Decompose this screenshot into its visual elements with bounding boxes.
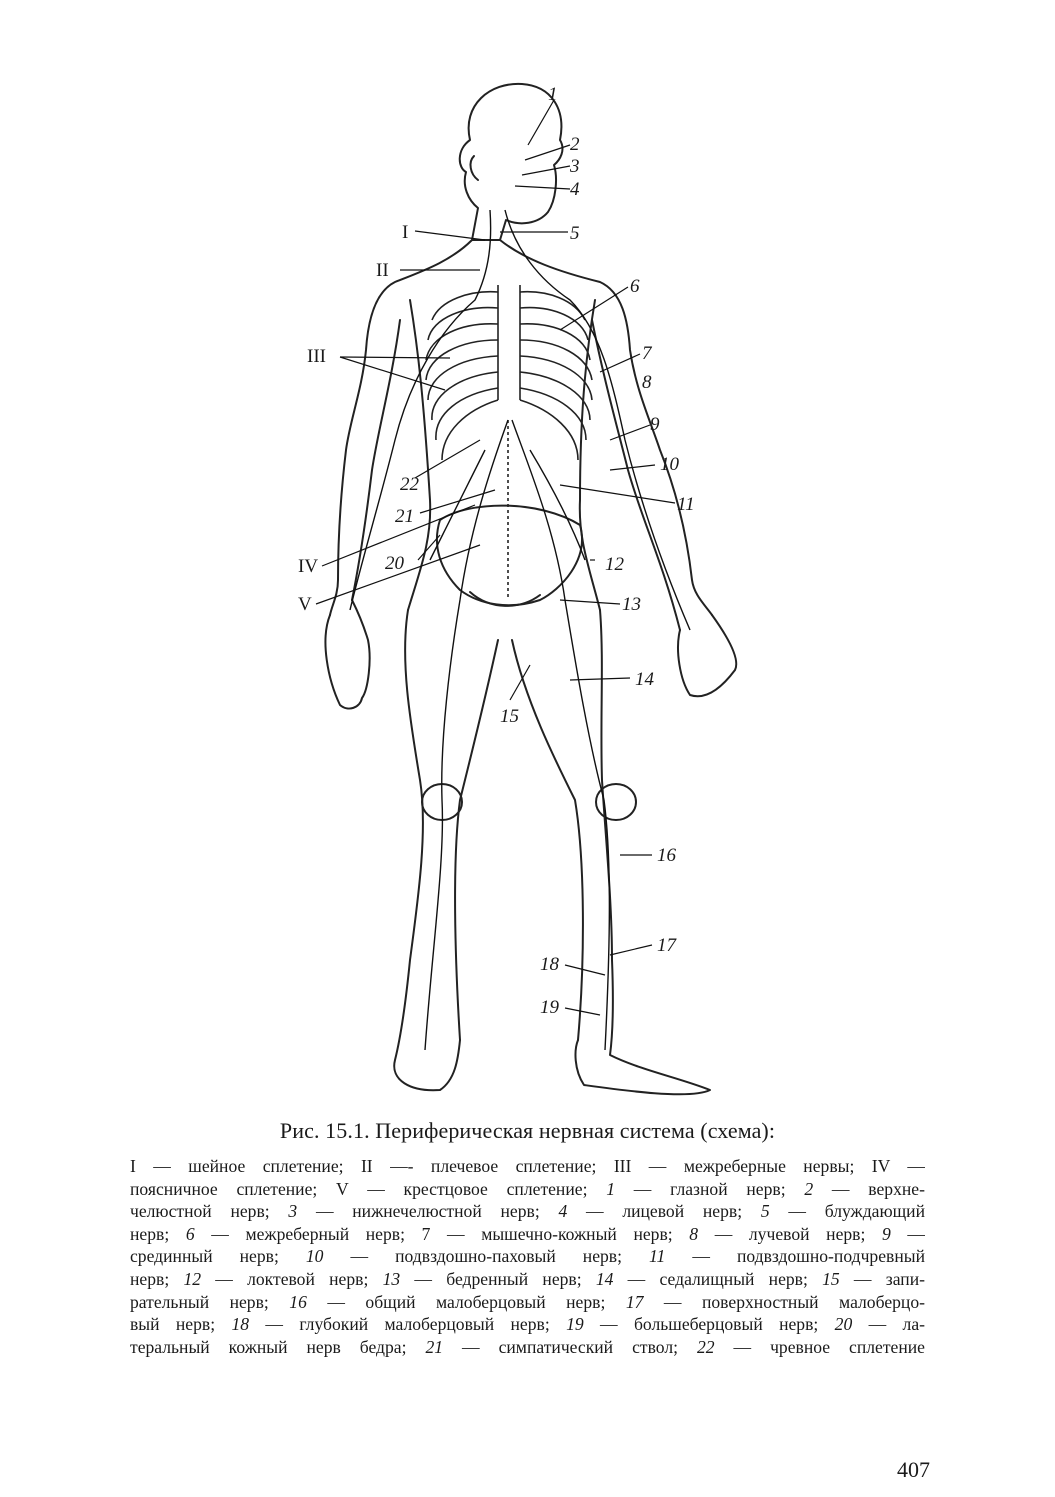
legend-number: 3 xyxy=(288,1201,298,1222)
label-2: 2 xyxy=(570,134,580,155)
legend-number: 6 xyxy=(185,1223,195,1244)
legend-line xyxy=(130,1200,925,1223)
rib-cage xyxy=(426,285,592,600)
label-4: 4 xyxy=(570,179,580,200)
legend-number: 21 xyxy=(425,1336,444,1357)
legend-text: — верхне- xyxy=(813,1178,925,1199)
legend-text: — симпатический ствол; xyxy=(443,1336,697,1357)
legend-text: — лицевой нерв; xyxy=(567,1201,761,1222)
label-7: 7 xyxy=(642,343,652,364)
label-20: 20 xyxy=(385,553,404,574)
legend-text: нерв; xyxy=(130,1223,186,1244)
page-number: 407 xyxy=(897,1457,930,1482)
legend-line xyxy=(130,1245,925,1268)
figure-legend xyxy=(130,1155,925,1358)
legend-text: срединный нерв; xyxy=(130,1246,306,1267)
label-8: 8 xyxy=(642,372,652,393)
legend-text: — чревное сплетение xyxy=(714,1336,925,1357)
label-18: 18 xyxy=(540,954,559,975)
label-16: 16 xyxy=(657,845,676,866)
legend-number: 20 xyxy=(834,1314,853,1335)
legend-text: — межреберный нерв; 7 — мышечно-кожный нерв; xyxy=(194,1223,690,1244)
legend-number: 10 xyxy=(305,1246,324,1267)
legend-text: поясничное сплетение; V — крестцовое сплетение; xyxy=(130,1178,607,1199)
label-roman-3: III xyxy=(307,346,326,367)
legend-number: 18 xyxy=(231,1314,250,1335)
legend-text: — xyxy=(890,1223,925,1244)
label-12: 12 xyxy=(605,554,624,575)
legend-text: — локтевой нерв; xyxy=(201,1268,383,1289)
legend-text: — общий малоберцовый нерв; xyxy=(306,1291,626,1312)
legend-text: — блуждающий xyxy=(769,1201,925,1222)
legend-number: 14 xyxy=(595,1268,614,1289)
legend-number: 13 xyxy=(382,1268,401,1289)
legend-text: теральный кожный нерв бедра; xyxy=(130,1336,426,1357)
legend-number: 8 xyxy=(689,1223,699,1244)
legend-number: 15 xyxy=(822,1268,840,1289)
legend-number: 16 xyxy=(289,1291,307,1312)
legend-text: — глубокий малоберцовый нерв; xyxy=(249,1314,567,1335)
label-11: 11 xyxy=(677,494,695,515)
legend-text: — подвздошно-паховый нерв; xyxy=(323,1246,650,1267)
legend-number: 1 xyxy=(606,1178,616,1199)
label-13: 13 xyxy=(622,594,641,615)
legend-number: 17 xyxy=(625,1291,644,1312)
label-5: 5 xyxy=(570,223,580,244)
legend-number: 19 xyxy=(566,1314,584,1335)
legend-text: I — шейное сплетение; II —- плечевое сплетение; III — межреберные нервы; IV — xyxy=(130,1156,925,1176)
legend-text: — бедренный нерв; xyxy=(400,1268,596,1289)
label-3: 3 xyxy=(570,156,580,177)
legend-line xyxy=(130,1223,925,1246)
legend-text: челюстной нерв; xyxy=(130,1201,289,1222)
label-roman-4: IV xyxy=(298,556,319,577)
label-roman-5: V xyxy=(298,594,312,615)
legend-line xyxy=(130,1336,925,1359)
legend-text: нерв; xyxy=(130,1268,184,1289)
label-14: 14 xyxy=(635,669,654,690)
legend-line xyxy=(130,1291,925,1314)
legend-text: — большеберцовый нерв; xyxy=(583,1314,835,1335)
legend-text: вый нерв; xyxy=(130,1314,232,1335)
legend-line xyxy=(130,1155,925,1178)
label-15: 15 xyxy=(500,706,519,727)
legend-text: — ла- xyxy=(852,1314,925,1335)
legend-text: — поверхностный малоберцо- xyxy=(643,1291,925,1312)
legend-number: 2 xyxy=(804,1178,814,1199)
legend-text: — нижнечелюстной нерв; xyxy=(297,1201,559,1222)
legend-text: — седалищный нерв; xyxy=(613,1268,823,1289)
legend-text: — запи- xyxy=(839,1268,925,1289)
label-17: 17 xyxy=(657,935,676,956)
label-6: 6 xyxy=(630,276,640,297)
label-10: 10 xyxy=(660,454,679,475)
legend-line xyxy=(130,1178,925,1201)
legend-text: рательный нерв; xyxy=(130,1291,290,1312)
legend-number: 4 xyxy=(558,1201,568,1222)
legend-line xyxy=(130,1268,925,1291)
label-roman-1: I xyxy=(402,222,409,243)
label-19: 19 xyxy=(540,997,559,1018)
label-21: 21 xyxy=(395,506,414,527)
legend-number: 22 xyxy=(696,1336,715,1357)
figure-labels xyxy=(298,84,695,1018)
label-roman-2: II xyxy=(376,260,389,281)
legend-line xyxy=(130,1313,925,1336)
legend-text: — подвздошно-подчревный xyxy=(665,1246,925,1267)
legend-text: — лучевой нерв; xyxy=(698,1223,882,1244)
label-9: 9 xyxy=(650,414,660,435)
label-22: 22 xyxy=(400,474,419,495)
legend-number: 11 xyxy=(649,1246,666,1267)
legend-number: 5 xyxy=(760,1201,770,1222)
label-1: 1 xyxy=(548,84,558,105)
legend-text: — глазной нерв; xyxy=(615,1178,805,1199)
legend-number: 9 xyxy=(881,1223,891,1244)
figure-caption-title: Рис. 15.1. Периферическая нервная система (схема): xyxy=(279,1118,776,1143)
legend-number: 12 xyxy=(183,1268,202,1289)
